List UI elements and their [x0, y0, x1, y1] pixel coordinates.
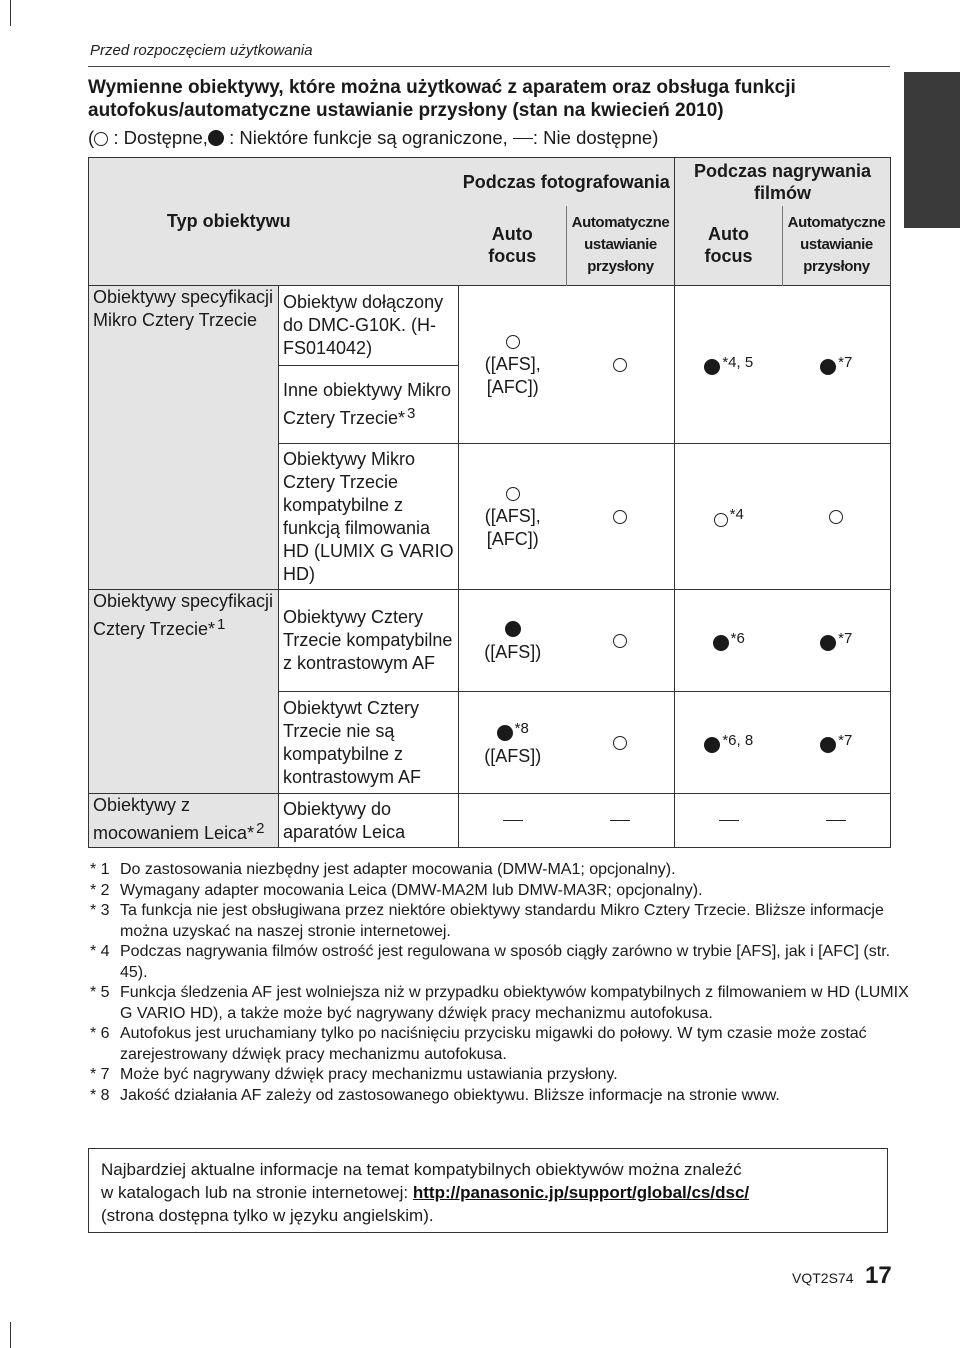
compatibility-table: [88, 157, 891, 848]
page-number: 17: [865, 1262, 892, 1289]
m43-photo-af: ([AFS], [AFC]): [459, 286, 567, 444]
footnote: * 7 Może być nagrywany dźwięk pracy mechanizmu ustawiania przysłony.: [90, 1066, 618, 1083]
footnote: * 6 Autofokus jest uruchamiany tylko po naciśnięciu przycisku migawki do połowy. W tym czasie może zostać zarejestrowany dźwięk pracy mechanizmu autofokusa.: [90, 1025, 867, 1063]
leica-photo-aperture: [567, 794, 675, 848]
limited-dot-icon: [208, 130, 224, 146]
document-code: VQT2S74: [792, 1270, 854, 1286]
photo-aperture-header: Automatyczne ustawianie przysłony: [567, 206, 675, 286]
video-aperture-header: Automatyczne ustawianie przysłony: [783, 206, 891, 286]
ft-video-aperture: *7: [783, 590, 891, 692]
crop-mark: [10, 0, 11, 26]
available-circle-icon: [714, 513, 728, 527]
section-header: Przed rozpoczęciem użytkowania: [90, 42, 313, 59]
symbol-legend: ( : Dostępne, : Niektóre funkcje są ograniczone, : Nie dostępne): [88, 127, 659, 148]
available-circle-icon: [506, 487, 520, 501]
leica-video-af: [675, 794, 783, 848]
available-circle-icon: [829, 510, 843, 524]
limited-dot-icon: [820, 635, 836, 651]
ftnc-photo-af: $^{*8}$ ([AFS]): [459, 692, 567, 794]
support-link[interactable]: http://panasonic.jp/support/global/cs/dsc/: [412, 1183, 750, 1202]
unavailable-dash-icon: [513, 138, 533, 140]
lens-cell: Obiektyw dołączony do DMC-G10K. (H-FS014042): [279, 286, 459, 366]
footnotes: [90, 860, 910, 1106]
limited-dot-icon: [505, 621, 521, 637]
unavailable-dash-icon: [610, 820, 630, 822]
type-header-cell: Typ obiektywu: [89, 158, 459, 286]
available-circle-icon: [613, 634, 627, 648]
lens-cell: Inne obiektywy Mikro Cztery Trzecie* $^3$: [279, 366, 459, 444]
page-title: Wymienne obiektywy, które można użytkować z aparatem oraz obsługa funkcji autofokus/automatyczne ustawianie przysłony (stan na kwiecień 2010): [88, 77, 796, 121]
crop-mark: [10, 1322, 11, 1348]
lens-cell: Obiektywy Mikro Cztery Trzecie kompatybilne z funkcją filmowania HD (LUMIX G VARIO HD): [279, 444, 459, 590]
m43-photo-aperture: [567, 286, 675, 444]
leica-photo-af: [459, 794, 567, 848]
footnote: * 1 Do zastosowania niezbędny jest adapter mocowania (DMW-MA1; opcjonalny).: [90, 861, 676, 878]
lens-cell: Obiektywt Cztery Trzecie nie są kompatybilne z kontrastowym AF: [279, 692, 459, 794]
m43-video-aperture: *7: [783, 286, 891, 444]
available-circle-icon: [613, 736, 627, 750]
limited-dot-icon: [497, 725, 513, 741]
ft-video-af: *6: [675, 590, 783, 692]
footnote: * 8 Jakość działania AF zależy od zastosowanego obiektywu. Bliższe informacje na stronie www.: [90, 1086, 780, 1104]
hd-video-aperture: [783, 444, 891, 590]
available-circle-icon: [94, 132, 108, 146]
video-header: Podczas nagrywania filmów: [675, 158, 891, 206]
lens-cell: Obiektywy do aparatów Leica: [279, 794, 459, 848]
limited-dot-icon: [704, 737, 720, 753]
hd-photo-af: ([AFS], [AFC]): [459, 444, 567, 590]
footnote: * 3 Ta funkcja nie jest obsługiwana przez niektóre obiektywy standardu Mikro Cztery Trzecie. Bliższe informacje można uzyskać na naszej stronie internetowej.: [90, 902, 884, 940]
m43-video-af: *4, 5: [675, 286, 783, 444]
hd-photo-aperture: [567, 444, 675, 590]
limited-dot-icon: [713, 635, 729, 651]
photo-af-header: Auto focus: [459, 206, 567, 286]
limited-dot-icon: [704, 359, 720, 375]
video-af-header: Auto focus: [675, 206, 783, 286]
ft-photo-af: ([AFS]): [459, 590, 567, 692]
header-rule: [88, 66, 890, 67]
ftnc-video-af: *6, 8: [675, 692, 783, 794]
ft-photo-aperture: [567, 590, 675, 692]
available-circle-icon: [613, 510, 627, 524]
ftnc-video-aperture: *7: [783, 692, 891, 794]
limited-dot-icon: [820, 737, 836, 753]
limited-dot-icon: [820, 359, 836, 375]
footnote: * 2 Wymagany adapter mocowania Leica (DMW-MA2M lub DMW-MA3R; opcjonalny).: [90, 881, 703, 899]
info-box: Najbardziej aktualne informacje na temat kompatybilnych obiektywów można znaleźć w katalogach lub na stronie internetowej: http://panasonic.jp/support/global/cs/dsc/ (strona dostępna tylko w języku angielskim).: [88, 1148, 888, 1233]
available-circle-icon: [506, 335, 520, 349]
footnote: * 5 Funkcja śledzenia AF jest wolniejsza niż w przypadku obiektywów kompatybilnych z filmowaniem w HD (LUMIX G VARIO HD), a także może być nagrywany dźwięk pracy mechanizmu autofokusa.: [90, 984, 909, 1022]
hd-video-af: *4: [675, 444, 783, 590]
leica-video-aperture: [783, 794, 891, 848]
group-ft: Obiektywy specyfikacji Cztery Trzecie* $^1$: [89, 590, 279, 794]
chapter-tab: [904, 72, 960, 228]
lens-cell: Obiektywy Cztery Trzecie kompatybilne z kontrastowym AF: [279, 590, 459, 692]
unavailable-dash-icon: [503, 820, 523, 822]
group-leica: Obiektywy z mocowaniem Leica* $^2$: [89, 794, 279, 848]
footnote: * 4 Podczas nagrywania filmów ostrość jest regulowana w sposób ciągły zarówno w trybie [AFS], jak i [AFC] (str. 45).: [90, 943, 891, 981]
unavailable-dash-icon: [719, 820, 739, 822]
ftnc-photo-aperture: [567, 692, 675, 794]
photo-header: Podczas fotografowania: [459, 158, 675, 206]
unavailable-dash-icon: [826, 820, 846, 822]
group-m43: Obiektywy specyfikacji Mikro Cztery Trzecie: [89, 286, 279, 590]
available-circle-icon: [613, 358, 627, 372]
